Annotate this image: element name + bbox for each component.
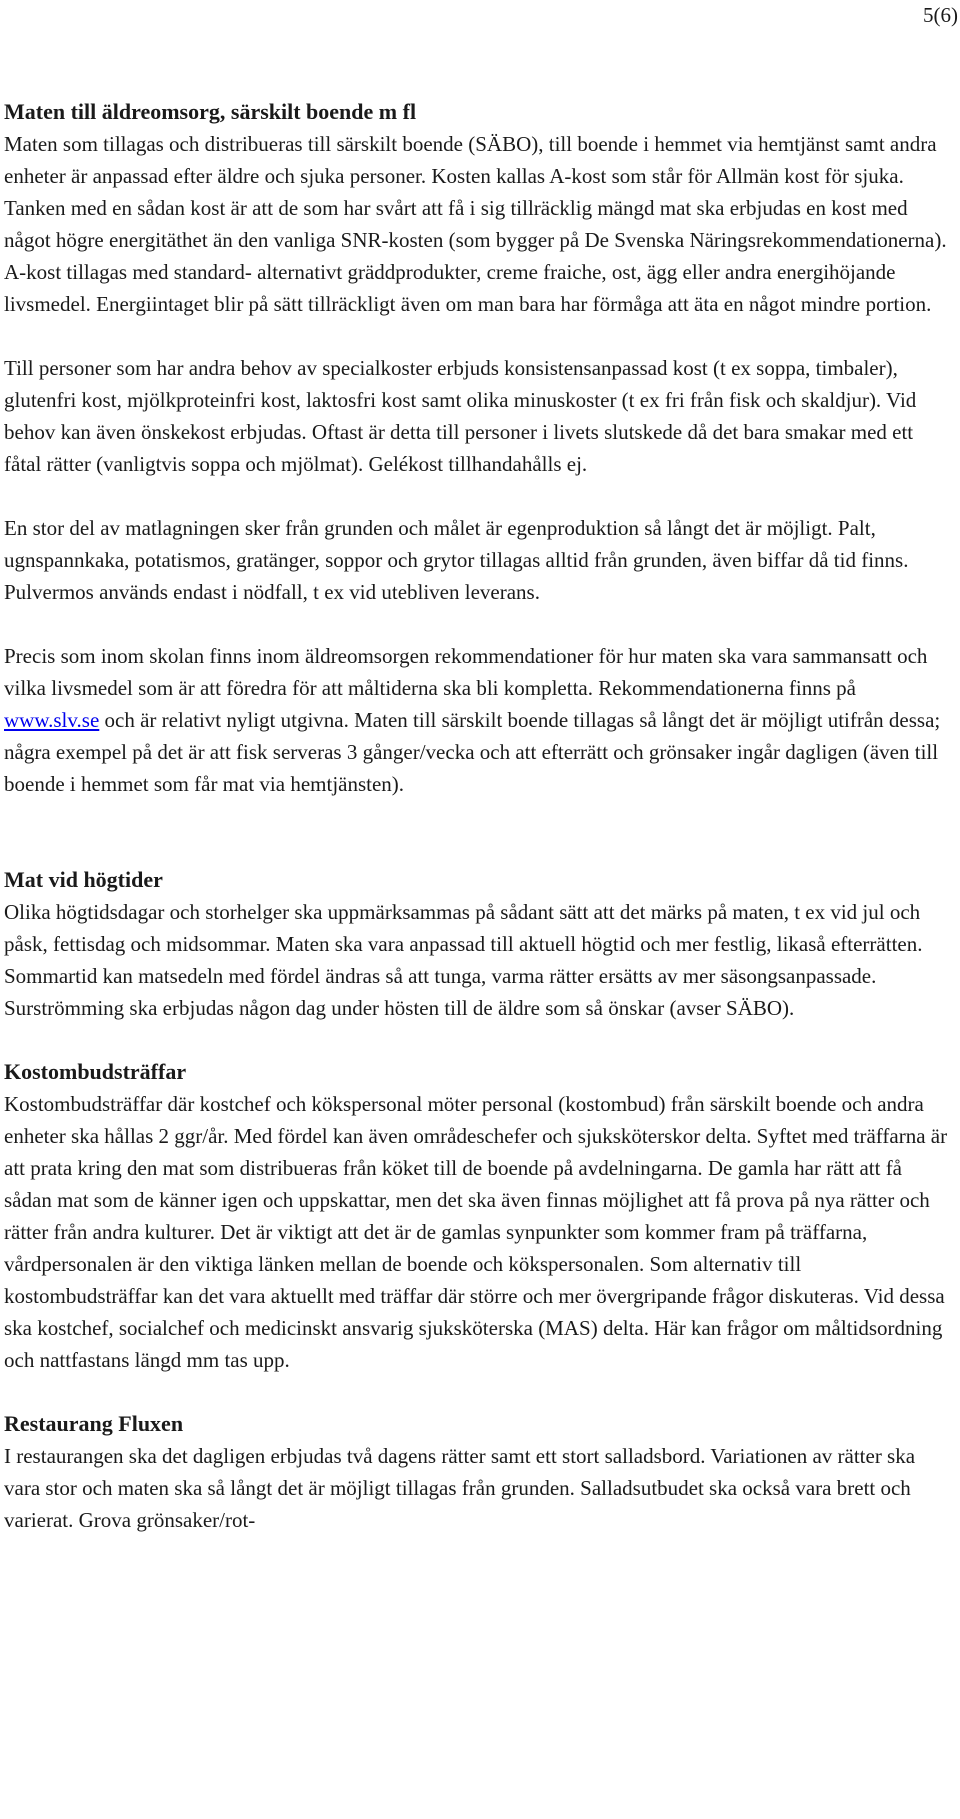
page-number: 5(6) [923, 3, 958, 27]
slv-link[interactable]: www.slv.se [4, 708, 100, 732]
paragraph: Till personer som har andra behov av specialkoster erbjuds konsistensanpassad kost (t ex soppa, timbaler), glutenfri kost, mjölkproteinfri kost, laktosfri kost samt olika minuskoster (t ex fri från fisk och skaldjur). Vid behov kan även önskekost erbjudas. Oftast är detta till personer i livets slutskede då det bara smakar med ett fåtal rätter (vanligtvis soppa och mjölmat). Gelékost tillhandahålls ej. [4, 356, 917, 476]
paragraph: Maten som tillagas och distribueras till särskilt boende (SÄBO), till boende i hemmet via hemtjänst samt andra enheter är anpassad efter äldre och sjuka personer. Kosten kallas A-kost som står för Allmän kost för sjuka. Tanken med en sådan kost är att de som har svårt att få i sig tillräcklig mängd mat ska erbjudas en kost med något högre energitäthet än den vanliga SNR-kosten (som bygger på De Svenska Näringsrekommendationerna). A-kost tillagas med standard- alternativt gräddprodukter, creme fraiche, ost, ägg eller andra energihöjande livsmedel. Energiintaget blir på sätt tillräckligt även om man bara har förmåga att äta en något mindre portion. [4, 132, 947, 316]
paragraph-text: och är relativt nyligt utgivna. Maten till särskilt boende tillagas så långt det är möjligt utifrån dessa; några exempel på det är att fisk serveras 3 gånger/vecka och att efterrätt och grönsaker ingår dagligen (även till boende i hemmet som får mat via hemtjänsten). [4, 708, 941, 796]
paragraph: Kostombudsträffar där kostchef och kökspersonal möter personal (kostombud) från särskilt boende och andra enheter ska hållas 2 ggr/år. Med fördel kan även områdeschefer och sjuksköterskor delta. Syftet med träffarna är att prata kring den mat som distribueras från köket till de boende på avdelningarna. De gamla har rätt att få sådan mat som de känner igen och uppskattar, men det ska även finnas möjlighet att få prova på nya rätter och rätter från andra kulturer. Det är viktigt att det är de gamlas synpunkter som kommer fram på träffarna, vårdpersonalen är den viktiga länken mellan de boende och kökspersonalen. Som alternativ till kostombudsträffar kan det vara aktuellt med träffar där större och mer övergripande frågor diskuteras. Vid dessa ska kostchef, socialchef och medicinskt ansvarig sjuksköterska (MAS) delta. Här kan frågor om måltidsordning och nattfastans längd mm tas upp. [4, 1092, 948, 1372]
paragraph: I restaurangen ska det dagligen erbjudas två dagens rätter samt ett stort salladsbord. Variationen av rätter ska vara stor och maten ska så långt det är möjligt tillagas från grunden. Salladsutbudet ska också vara brett och varierat. Grova grönsaker/rot- [4, 1444, 916, 1532]
section-heading: Restaurang Fluxen [4, 1411, 184, 1436]
paragraph-text: Precis som inom skolan finns inom äldreomsorgen rekommendationer för hur maten ska vara sammansatt och vilka livsmedel som är att föredra för att måltiderna ska bli kompletta. Rekommendationerna finns på [4, 644, 928, 700]
paragraph-with-link [4, 640, 954, 800]
spacer [4, 800, 954, 864]
paragraph: En stor del av matlagningen sker från grunden och målet är egenproduktion så långt det är möjligt. Palt, ugnspannkaka, potatismos, gratänger, soppor och grytor tillagas alltid från grunden, även biffar då tid finns. Pulvermos används endast i nödfall, t ex vid utebliven leverans. [4, 516, 909, 604]
section-kostombud [4, 1056, 954, 1376]
document-body [4, 96, 954, 1568]
section-heading: Mat vid högtider [4, 867, 163, 892]
section-fluxen [4, 1408, 954, 1536]
section-heading: Kostombudsträffar [4, 1059, 187, 1084]
paragraph: Olika högtidsdagar och storhelger ska uppmärksammas på sådant sätt att det märks på maten, t ex vid jul och påsk, fettisdag och midsommar. Maten ska vara anpassad till aktuell högtid och mer festlig, likaså efterrätten. Sommartid kan matsedeln med fördel ändras så att tunga, varma rätter ersätts av mer säsongsanpassade. Surströmming ska erbjudas någon dag under hösten till de äldre som så önskar (avser SÄBO). [4, 900, 923, 1020]
section-aldreomsorg [4, 96, 954, 800]
section-heading: Maten till äldreomsorg, särskilt boende m fl [4, 99, 417, 124]
section-hogtider [4, 864, 954, 1024]
